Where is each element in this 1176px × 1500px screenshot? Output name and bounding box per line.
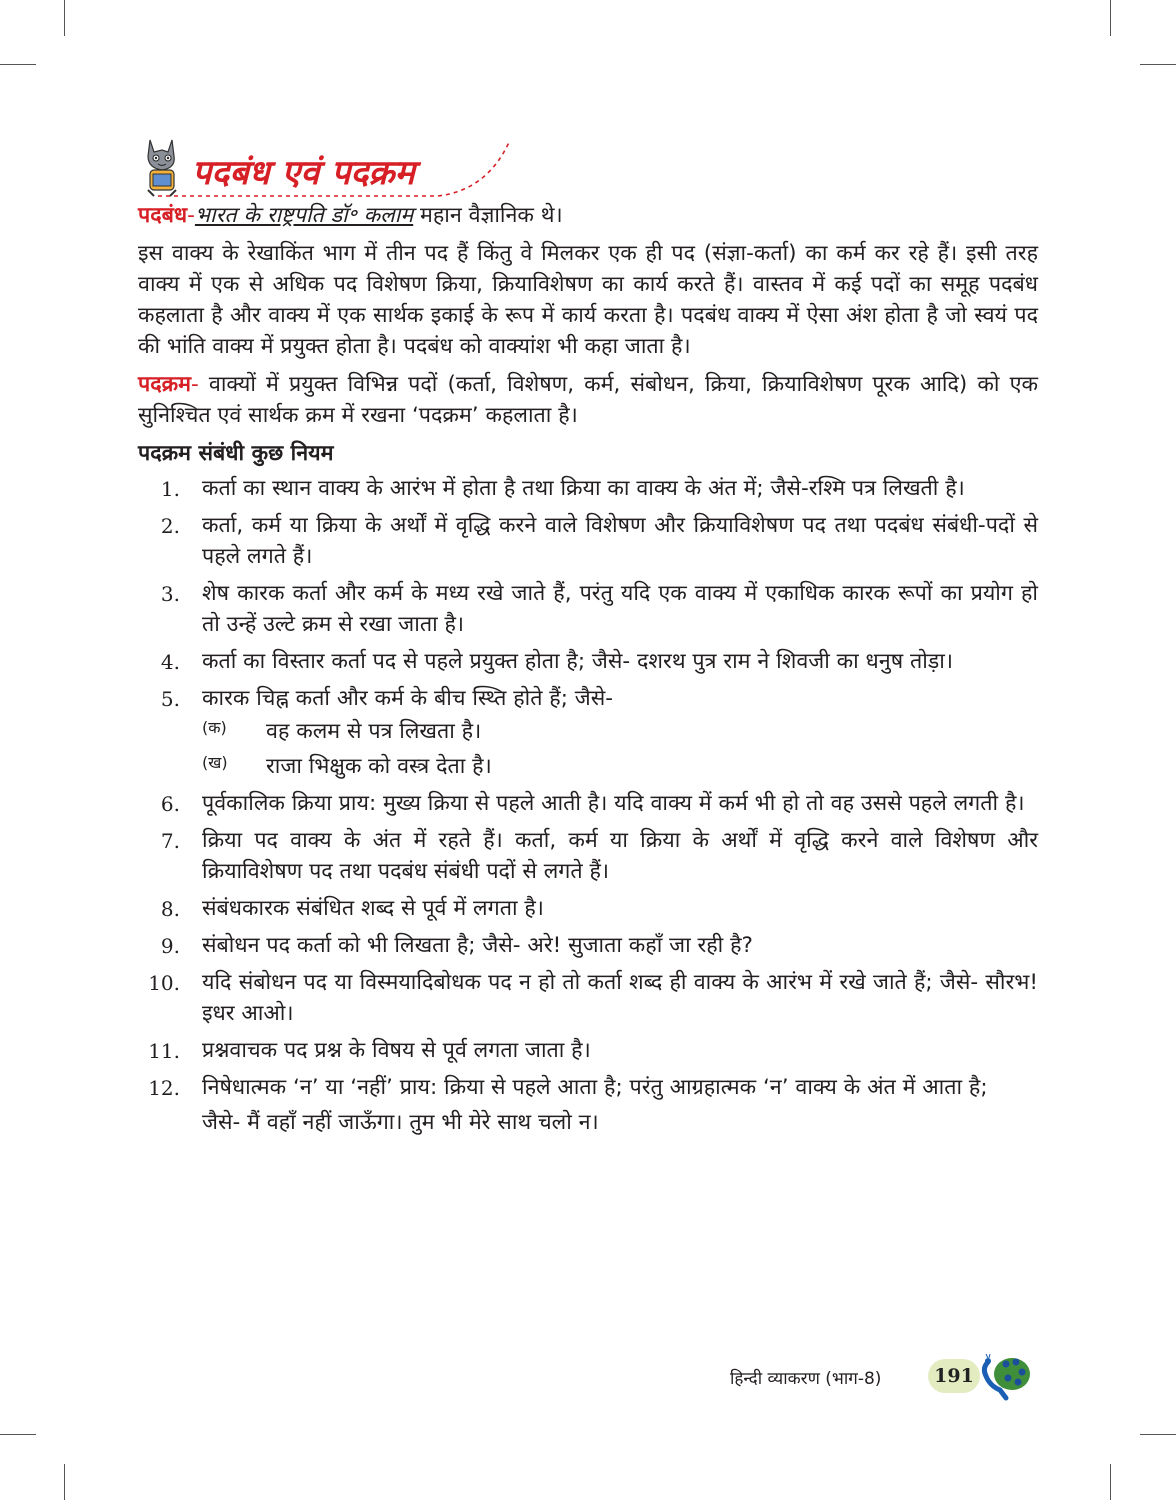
cat-mascot-icon <box>138 134 184 198</box>
underlined-phrase: भारत के राष्ट्रपति डॉ॰ कलाम <box>194 203 414 228</box>
crop-mark <box>64 1464 65 1500</box>
rule-example: जैसे- मैं वहाँ नहीं जाऊँगा। तुम भी मेरे साथ चलो न। <box>202 1110 599 1135</box>
list-number: 10. <box>148 971 180 995</box>
sub-example-text: वह कलम से पत्र लिखता है। <box>266 719 482 744</box>
book-title: हिन्दी व्याकरण (भाग-8) <box>730 1369 882 1389</box>
list-number: 3. <box>160 582 180 606</box>
padkram-definition <box>138 369 1038 431</box>
sub-example-label: (ख) <box>202 753 228 772</box>
sub-example-text: राजा भिक्षुक को वस्त्र देता है। <box>266 754 492 779</box>
list-item <box>138 788 1038 819</box>
peacock-icon <box>976 1352 1032 1402</box>
sub-example <box>202 716 1038 747</box>
sub-example <box>202 751 1038 782</box>
page-title: पदबंध एवं पदक्रम <box>192 153 415 193</box>
term-dash: - <box>191 372 199 397</box>
rule-text: कर्ता का स्थान वाक्य के आरंभ में होता है तथा क्रिया का वाक्य के अंत में; जैसे-रश्मि पत्र लिखती है। <box>202 476 965 501</box>
list-item <box>138 510 1038 572</box>
list-number: 4. <box>160 650 180 674</box>
list-number: 8. <box>160 897 180 921</box>
crop-mark <box>0 64 36 65</box>
crop-mark <box>1110 1464 1111 1500</box>
padkram-text: वाक्यों में प्रयुक्त विभिन्न पदों (कर्ता, विशेषण, कर्म, संबोधन, क्रिया, क्रियाविशेषण पूरक आदि) को एक सुनिश्चित एवं सार्थक क्रम में रखना ‘पदक्रम’ कहलाता है। <box>138 372 1038 428</box>
list-item <box>138 646 1038 677</box>
crop-mark <box>1140 1434 1176 1435</box>
crop-mark <box>1110 0 1111 36</box>
list-item <box>138 473 1038 504</box>
crop-mark <box>0 1434 36 1435</box>
rule-text: संबोधन पद कर्ता को भी लिखता है; जैसे- अरे! सुजाता कहाँ जा रही है? <box>202 933 753 958</box>
rules-heading: पदक्रम संबंधी कुछ नियम <box>138 441 334 466</box>
rule-text: पूर्वकालिक क्रिया प्राय: मुख्य क्रिया से पहले आती है। यदि वाक्य में कर्म भी हो तो वह उससे पहले लगती है। <box>202 791 1025 816</box>
list-number: 9. <box>160 934 180 958</box>
section-heading <box>138 130 1038 200</box>
rule-text: कारक चिह्न कर्ता और कर्म के बीच स्थ्ति होते हैं; जैसे- <box>202 686 614 711</box>
list-item <box>138 825 1038 887</box>
list-item <box>138 930 1038 961</box>
crop-mark <box>1140 64 1176 65</box>
list-number: 7. <box>160 829 180 853</box>
list-item <box>138 578 1038 640</box>
rule-text: कर्ता, कर्म या क्रिया के अर्थों में वृद्धि करने वाले विशेषण और क्रियाविशेषण पद तथा पदबंध संबंधी-पदों से पहले लगते हैं। <box>202 513 1038 569</box>
rule-text: प्रश्नवाचक पद प्रश्न के विषय से पूर्व लगता जाता है। <box>202 1038 591 1063</box>
list-number: 12. <box>148 1076 180 1100</box>
page-content <box>138 130 1038 1144</box>
rule-text: संबंधकारक संबंधित शब्द से पूर्व में लगता है। <box>202 896 544 921</box>
padkram-term: पदक्रम <box>138 372 191 397</box>
rule-text: यदि संबोधन पद या विस्मयादिबोधक पद न हो तो कर्ता शब्द ही वाक्य के आरंभ में रखे जाते हैं; जैसे- सौरभ! इधर आओ। <box>202 970 1038 1026</box>
padbandh-explanation: इस वाक्य के रेखाकिंत भाग में तीन पद हैं किंतु वे मिलकर एक ही पद (संज्ञा-कर्ता) का कर्म कर रहे हैं। इसी तरह वाक्य में एक से अधिक पद विशेषण क्रिया, क्रियाविशेषण का कार्य करते हैं। वास्तव में कई पदों का समूह पदबंध कहलाता है और वाक्य में एक सार्थक इकाई के रूप में कार्य करता है। पदबंध वाक्य में ऐसा अंश होता है जो स्वयं पद की भांति वाक्य में प्रयुक्त होता है। पदबंध को वाक्यांश भी कहा जाता है। <box>138 241 1038 359</box>
list-item <box>138 1072 1038 1138</box>
sub-example-label: (क) <box>202 718 227 737</box>
rules-list <box>138 473 1038 1138</box>
padbandh-term: पदबंध <box>138 203 188 228</box>
list-item <box>138 1035 1038 1066</box>
list-number: 5. <box>160 687 180 711</box>
rule-text: शेष कारक कर्ता और कर्म के मध्य रखे जाते हैं, परंतु यदि एक वाक्य में एकाधिक कारक रूपों का प्रयोग हो तो उन्हें उल्टे क्रम से रखा जाता है। <box>202 581 1038 637</box>
page-number: 191 <box>928 1359 980 1393</box>
list-item <box>138 967 1038 1029</box>
list-number: 2. <box>160 514 180 538</box>
list-number: 1. <box>160 477 180 501</box>
term-dash: - <box>187 203 195 228</box>
list-item <box>138 683 1038 782</box>
list-number: 6. <box>160 792 180 816</box>
crop-mark <box>64 0 65 36</box>
rule-text: निषेधात्मक ‘न’ या ‘नहीं’ प्राय: क्रिया से पहले आता है; परंतु आग्रहात्मक ‘न’ वाक्य के अंत में आता है; <box>202 1075 988 1100</box>
rule-text: कर्ता का विस्तार कर्ता पद से पहले प्रयुक्त होता है; जैसे- दशरथ पुत्र राम ने शिवजी का धनुष तोड़ा। <box>202 649 954 674</box>
list-number: 11. <box>148 1039 180 1063</box>
padbandh-example <box>138 200 1038 231</box>
example-rest: महान वैज्ञानिक थे। <box>413 203 563 228</box>
page-footer <box>730 1352 1030 1400</box>
rule-text: क्रिया पद वाक्य के अंत में रहते हैं। कर्ता, कर्म या क्रिया के अर्थों में वृद्धि करने वाले विशेषण और क्रियाविशेषण पद तथा पदबंध संबंधी पदों से लगते हैं। <box>202 828 1038 884</box>
list-item <box>138 893 1038 924</box>
